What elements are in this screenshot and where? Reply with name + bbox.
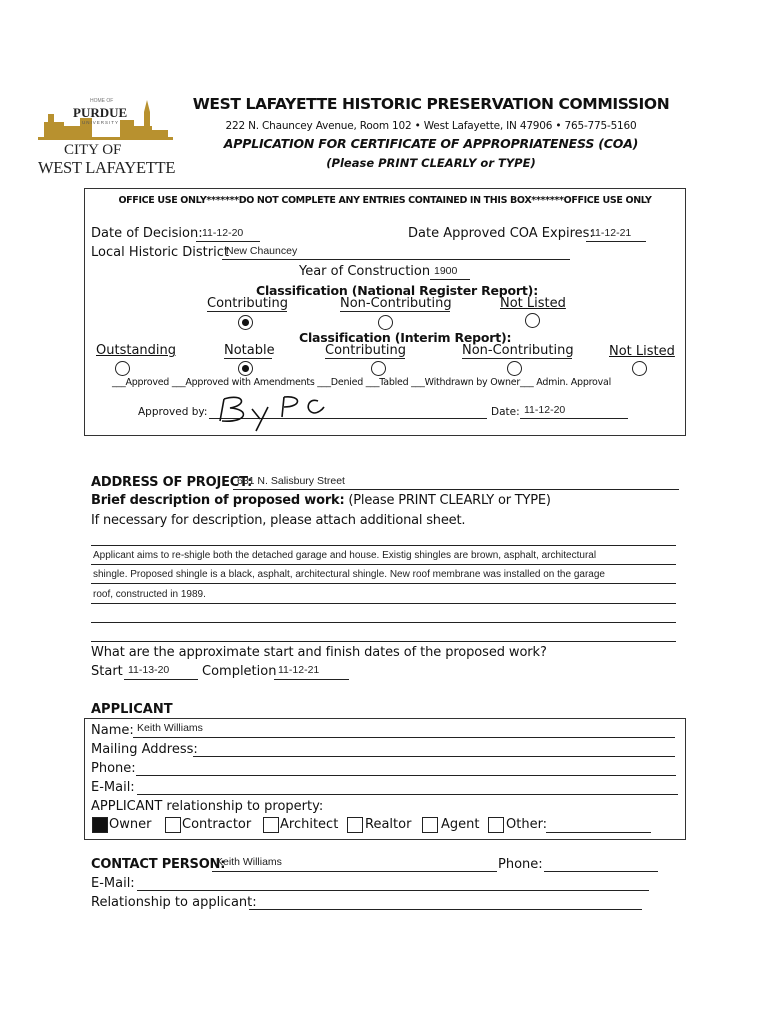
desc-text-0[interactable]: Applicant aims to re-shigle both the detached garage and house. Existig shingles are brown, asphalt, architectural xyxy=(93,550,597,561)
work-description-note: If necessary for description, please attach additional sheet. xyxy=(91,513,466,528)
work-description-label-rest: (Please PRINT CLEARLY or TYPE) xyxy=(344,493,551,508)
contact-phone-label: Phone: xyxy=(498,857,543,872)
desc-line-4 xyxy=(91,622,676,623)
relationship-option-agent: Agent xyxy=(441,817,480,832)
contact-email-label: E-Mail: xyxy=(91,876,135,891)
district-value[interactable]: New Chauncey xyxy=(226,245,298,257)
applicant-phone-line xyxy=(136,775,676,776)
interim-non-contributing-underline xyxy=(462,358,572,359)
relationship-checkbox-realtor[interactable] xyxy=(347,817,363,833)
contact-person-line xyxy=(212,871,497,872)
relationship-option-realtor: Realtor xyxy=(365,817,412,832)
interim-notable-underline xyxy=(224,358,272,359)
desc-line-5 xyxy=(91,641,676,642)
interim-option-not-listed: Not Listed xyxy=(609,344,675,359)
contact-relationship-line xyxy=(249,909,642,910)
approval-actions-line: ___Approved ___Approved with Amendments ___Denied ___Tabled ___Withdrawn by Owner___ Admin. Approval xyxy=(112,377,611,388)
interim-radio-contributing[interactable] xyxy=(371,361,386,376)
coa-expires-line xyxy=(586,241,646,242)
desc-text-2[interactable]: roof, constructed in 1989. xyxy=(93,589,206,600)
completion-label: Completion xyxy=(202,664,277,679)
interim-option-contributing: Contributing xyxy=(325,343,407,358)
contact-phone-line xyxy=(544,871,658,872)
relationship-checkbox-owner[interactable] xyxy=(92,817,108,833)
desc-text-1[interactable]: shingle. Proposed shingle is a black, asphalt, architectural shingle. New roof membrane was installed on the garage xyxy=(93,569,605,580)
mailing-address-label: Mailing Address: xyxy=(91,742,198,757)
form-title: WEST LAFAYETTE HISTORIC PRESERVATION COMMISSION xyxy=(192,95,670,113)
completion-value[interactable]: 11-12-21 xyxy=(278,664,320,676)
desc-line-2 xyxy=(91,583,676,584)
contact-email-line xyxy=(137,890,649,891)
logo-purdue: PURDUE xyxy=(73,105,128,120)
nr-option-contributing: Contributing xyxy=(207,296,289,311)
date-of-decision-line xyxy=(196,241,260,242)
relationship-option-contractor: Contractor xyxy=(182,817,252,832)
logo-university: UNIVERSITY xyxy=(82,120,120,125)
project-address-value[interactable]: 631 N. Salisbury Street xyxy=(237,475,345,487)
start-value[interactable]: 11-13-20 xyxy=(128,664,170,676)
interim-radio-not-listed[interactable] xyxy=(632,361,647,376)
nr-radio-not-listed[interactable] xyxy=(525,313,540,328)
commission-address: 222 N. Chauncey Avenue, Room 102 • West Lafayette, IN 47906 • 765-775-5160 xyxy=(225,120,637,132)
start-line xyxy=(124,679,198,680)
relationship-checkbox-contractor[interactable] xyxy=(165,817,181,833)
desc-line-0 xyxy=(91,545,676,546)
nr-contributing-underline xyxy=(207,311,287,312)
nr-option-not-listed: Not Listed xyxy=(500,296,566,311)
signature-mark xyxy=(218,393,338,433)
applicant-email-label: E-Mail: xyxy=(91,780,135,795)
year-line xyxy=(430,279,470,280)
coa-expires-value[interactable]: 11-12-21 xyxy=(590,227,632,239)
mailing-address-line xyxy=(193,756,675,757)
logo-home-of: HOME OF xyxy=(90,98,114,104)
interim-contributing-underline xyxy=(325,358,405,359)
approved-by-label: Approved by: xyxy=(138,406,208,418)
form-instruction: (Please PRINT CLEARLY or TYPE) xyxy=(326,156,536,170)
interim-option-outstanding: Outstanding xyxy=(96,343,176,358)
project-address-line xyxy=(233,489,679,490)
year-label: Year of Construction xyxy=(299,264,431,279)
applicant-email-line xyxy=(137,794,678,795)
applicant-phone-label: Phone: xyxy=(91,761,136,776)
approval-date-line xyxy=(520,418,628,419)
project-address-label: ADDRESS OF PROJECT: xyxy=(91,475,253,490)
nr-option-non-contributing: Non-Contributing xyxy=(340,296,452,311)
nr-classification-heading: Classification (National Register Report): xyxy=(256,283,538,298)
start-label: Start xyxy=(91,664,123,679)
relationship-checkbox-architect[interactable] xyxy=(263,817,279,833)
work-description-label-bold: Brief description of proposed work: xyxy=(91,493,345,508)
relationship-option-other: Other: xyxy=(506,817,548,832)
applicant-name-value[interactable]: Keith Williams xyxy=(137,722,203,734)
applicant-heading: APPLICANT xyxy=(91,702,173,717)
city-logo xyxy=(38,96,176,180)
logo-city-of: CITY OF xyxy=(64,142,122,158)
dates-question: What are the approximate start and finish dates of the proposed work? xyxy=(91,645,547,660)
coa-expires-label: Date Approved COA Expires: xyxy=(408,226,594,241)
interim-option-non-contributing: Non-Contributing xyxy=(462,343,574,358)
interim-classification-heading: Classification (Interim Report): xyxy=(299,330,512,345)
approval-date-value[interactable]: 11-12-20 xyxy=(524,404,566,416)
date-of-decision-label: Date of Decision: xyxy=(91,226,203,241)
contact-person-value[interactable]: Keith Williams xyxy=(216,856,282,868)
completion-line xyxy=(274,679,349,680)
applicant-name-line xyxy=(133,737,675,738)
district-line xyxy=(222,259,570,260)
nr-radio-non-contributing[interactable] xyxy=(378,315,393,330)
relationship-option-owner: Owner xyxy=(109,817,152,832)
contact-person-label: CONTACT PERSON: xyxy=(91,857,226,872)
relationship-label: APPLICANT relationship to property: xyxy=(91,799,324,814)
relationship-other-line xyxy=(546,832,651,833)
interim-radio-outstanding[interactable] xyxy=(115,361,130,376)
applicant-name-label: Name: xyxy=(91,723,134,738)
relationship-checkbox-agent[interactable] xyxy=(422,817,438,833)
interim-radio-non-contributing[interactable] xyxy=(507,361,522,376)
approval-date-label: Date: xyxy=(491,406,520,418)
office-use-banner: OFFICE USE ONLY*******DO NOT COMPLETE ANY ENTRIES CONTAINED IN THIS BOX*******OFFICE USE ONLY xyxy=(118,195,652,206)
relationship-checkbox-other[interactable] xyxy=(488,817,504,833)
work-description-label xyxy=(91,493,551,508)
year-value[interactable]: 1900 xyxy=(434,265,458,277)
date-of-decision-value[interactable]: 11-12-20 xyxy=(202,227,244,239)
nr-non-contributing-underline xyxy=(340,311,450,312)
desc-line-3 xyxy=(91,603,676,604)
district-label: Local Historic District xyxy=(91,245,229,260)
interim-option-notable: Notable xyxy=(224,343,275,358)
form-subtitle: APPLICATION FOR CERTIFICATE OF APPROPRIATENESS (COA) xyxy=(223,136,639,151)
desc-line-1 xyxy=(91,564,676,565)
nr-radio-contributing[interactable] xyxy=(238,315,253,330)
relationship-option-architect: Architect xyxy=(280,817,339,832)
interim-radio-notable[interactable] xyxy=(238,361,253,376)
contact-relationship-label: Relationship to applicant: xyxy=(91,895,257,910)
logo-west-lafayette: WEST LAFAYETTE xyxy=(38,158,176,177)
